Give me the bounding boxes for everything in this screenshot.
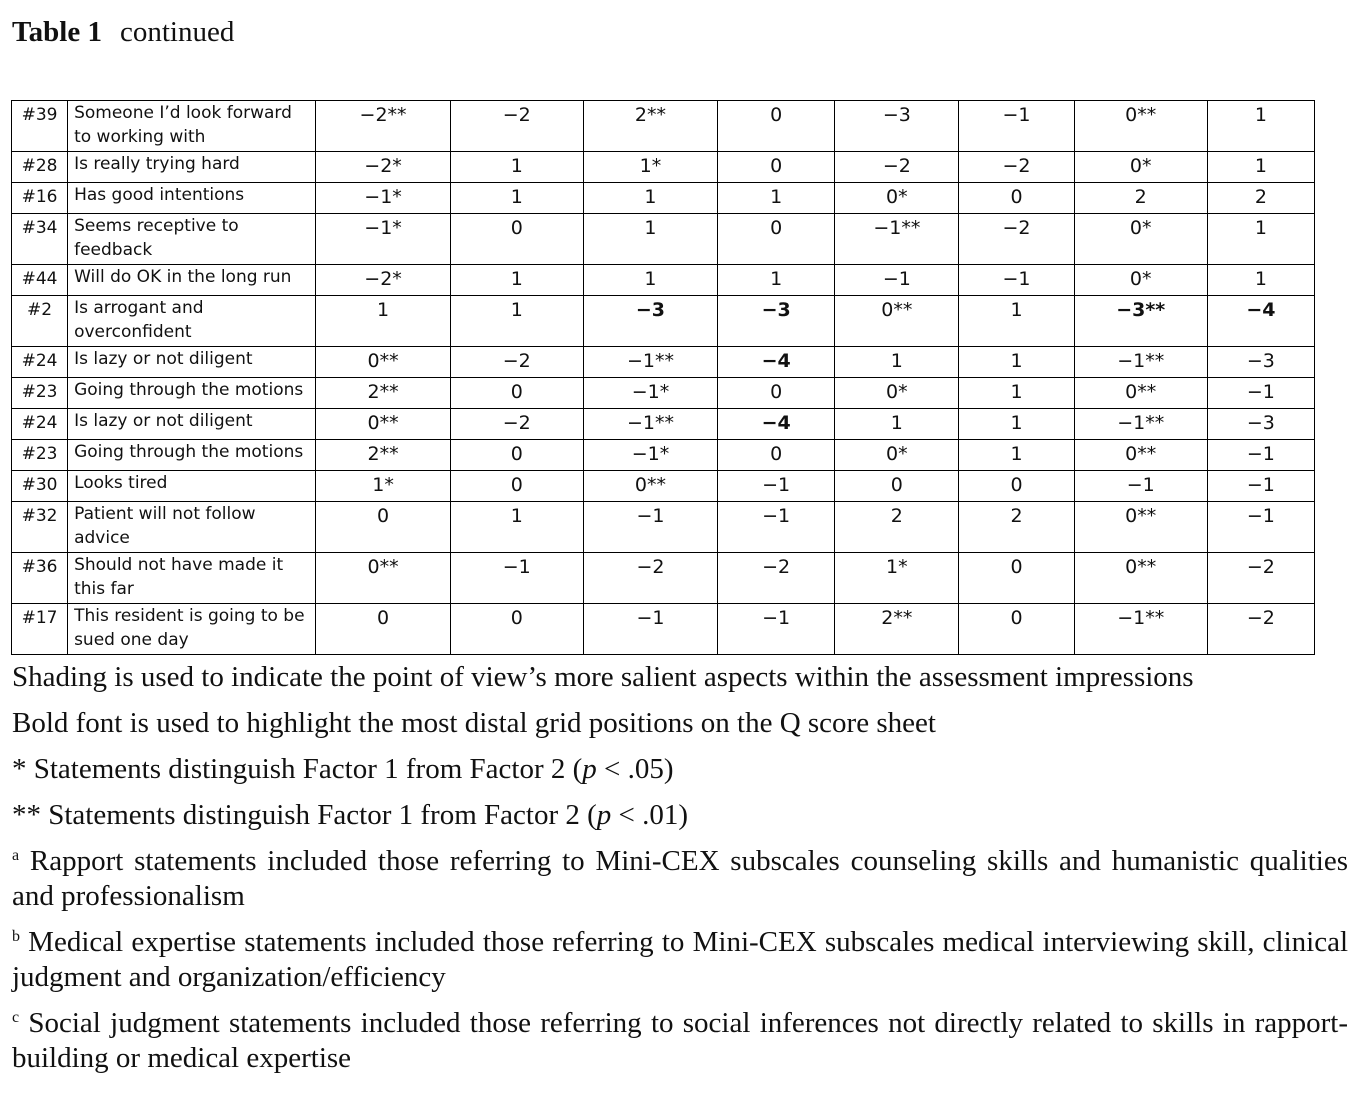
- score-cell: 0*: [835, 378, 959, 409]
- statement-number: #23: [12, 440, 68, 471]
- table-row: [12, 553, 1315, 604]
- score-cell: 1: [959, 440, 1074, 471]
- score-cell: 1: [1207, 101, 1314, 152]
- score-cell: 0**: [1074, 378, 1207, 409]
- score-cell: 2**: [835, 604, 959, 655]
- statement-text: [68, 502, 316, 553]
- score-cell: −1*: [583, 440, 717, 471]
- score-cell: 2**: [316, 378, 450, 409]
- score-cell: −1: [959, 101, 1074, 152]
- score-cell: −1: [450, 553, 583, 604]
- table-row: [12, 183, 1315, 214]
- score-cell: −3: [1207, 347, 1314, 378]
- note-shading: Shading is used to indicate the point of view’s more salient aspects within the assessment impressions: [12, 661, 1194, 693]
- note-marker: b: [12, 928, 20, 945]
- note-text: < .01): [611, 799, 689, 831]
- score-cell: 0: [959, 183, 1074, 214]
- note-single-star: [12, 752, 1348, 787]
- score-cell: 1: [583, 214, 717, 265]
- table-body: [12, 101, 1315, 655]
- score-cell: 1: [835, 409, 959, 440]
- note-marker: a: [12, 847, 20, 864]
- score-cell: −2: [583, 553, 717, 604]
- score-cell: −2*: [316, 265, 450, 296]
- score-cell: −3: [583, 296, 717, 347]
- score-cell: −1: [959, 265, 1074, 296]
- score-cell: −1: [718, 502, 835, 553]
- score-cell: −1*: [316, 214, 450, 265]
- score-cell: 1: [583, 265, 717, 296]
- statement-number: #16: [12, 183, 68, 214]
- statement-line: Going through the motions: [74, 442, 304, 462]
- statement-line: Patient will not follow: [74, 504, 256, 524]
- score-cell: 1: [718, 183, 835, 214]
- score-cell: 1: [450, 152, 583, 183]
- score-cell: 0: [450, 604, 583, 655]
- score-cell: 1: [835, 347, 959, 378]
- table-row: [12, 101, 1315, 152]
- table-row: [12, 152, 1315, 183]
- score-cell: −2: [1207, 553, 1314, 604]
- score-cell: 2: [1207, 183, 1314, 214]
- score-cell: 1*: [835, 553, 959, 604]
- score-cell: 0: [959, 604, 1074, 655]
- statement-number: #36: [12, 553, 68, 604]
- score-cell: −2: [959, 152, 1074, 183]
- score-cell: −4: [1207, 296, 1314, 347]
- score-cell: −1**: [1074, 604, 1207, 655]
- statement-line: this far: [74, 579, 134, 599]
- score-cell: −2: [450, 101, 583, 152]
- statement-number: #24: [12, 409, 68, 440]
- statement-line: Looks tired: [74, 473, 168, 493]
- score-cell: −1: [583, 604, 717, 655]
- note-text: Social judgment statements included those referring to social inferences not directly related to skills in rapport-building or medical expertise: [12, 1007, 1348, 1074]
- score-cell: 0: [835, 471, 959, 502]
- score-cell: −1**: [583, 347, 717, 378]
- note-a: [12, 844, 1348, 914]
- score-cell: 2: [1074, 183, 1207, 214]
- score-cell: −2*: [316, 152, 450, 183]
- score-cell: 1: [1207, 265, 1314, 296]
- score-cell: 0*: [1074, 265, 1207, 296]
- score-cell: −2**: [316, 101, 450, 152]
- score-cell: 0: [450, 440, 583, 471]
- score-cell: 1: [959, 409, 1074, 440]
- score-cell: 1: [718, 265, 835, 296]
- statement-line: Is lazy or not diligent: [74, 411, 253, 431]
- statement-text: [68, 440, 316, 471]
- score-cell: 0: [959, 471, 1074, 502]
- note-text: Statements distinguish Factor 1 from Factor 2 (: [26, 753, 583, 785]
- score-cell: −2: [835, 152, 959, 183]
- score-cell: 0: [450, 378, 583, 409]
- table-row: [12, 604, 1315, 655]
- score-cell: 0: [316, 604, 450, 655]
- score-cell: −2: [959, 214, 1074, 265]
- p-symbol: p: [582, 753, 597, 785]
- score-cell: −1*: [316, 183, 450, 214]
- statement-line: Going through the motions: [74, 380, 304, 400]
- statement-line: Should not have made it: [74, 555, 284, 575]
- score-cell: 0: [718, 101, 835, 152]
- score-cell: 0**: [316, 409, 450, 440]
- table-row: [12, 296, 1315, 347]
- note-text: Rapport statements included those referring to Mini-CEX subscales counseling skills and humanistic qualities and professionalism: [12, 845, 1348, 912]
- note-c: [12, 1006, 1348, 1076]
- table-row: [12, 471, 1315, 502]
- score-cell: −1: [718, 604, 835, 655]
- statement-text: [68, 471, 316, 502]
- statement-number: #17: [12, 604, 68, 655]
- score-cell: −1**: [1074, 347, 1207, 378]
- score-cell: 0: [450, 471, 583, 502]
- score-cell: 0*: [1074, 152, 1207, 183]
- note-double-star: [12, 798, 1348, 833]
- score-cell: −1: [1074, 471, 1207, 502]
- score-cell: 1*: [583, 152, 717, 183]
- score-cell: 0**: [1074, 101, 1207, 152]
- score-cell: 0: [959, 553, 1074, 604]
- table-row: [12, 378, 1315, 409]
- statement-number: #34: [12, 214, 68, 265]
- statement-text: [68, 214, 316, 265]
- score-cell: 1: [450, 502, 583, 553]
- score-cell: −1**: [835, 214, 959, 265]
- note-text: Medical expertise statements included those referring to Mini-CEX subscales medical interviewing skill, clinical judgment and organization/efficiency: [12, 926, 1348, 993]
- score-cell: −1: [835, 265, 959, 296]
- score-cell: 1*: [316, 471, 450, 502]
- statement-text: [68, 152, 316, 183]
- statement-line: Seems receptive to: [74, 216, 239, 236]
- score-cell: −4: [718, 409, 835, 440]
- score-cell: −1**: [583, 409, 717, 440]
- score-cell: 1: [450, 265, 583, 296]
- score-cell: −1: [583, 502, 717, 553]
- score-cell: 0: [718, 440, 835, 471]
- score-cell: 1: [450, 183, 583, 214]
- statement-line: Is arrogant and: [74, 298, 204, 318]
- score-cell: 2: [835, 502, 959, 553]
- p-symbol: p: [596, 799, 612, 831]
- statement-number: #28: [12, 152, 68, 183]
- note-bold-font: Bold font is used to highlight the most distal grid positions on the Q score sheet: [12, 707, 936, 739]
- score-cell: −1: [1207, 502, 1314, 553]
- score-cell: −1: [1207, 440, 1314, 471]
- statement-text: [68, 101, 316, 152]
- note-text: < .05): [596, 753, 674, 785]
- score-cell: 1: [316, 296, 450, 347]
- statement-number: #39: [12, 101, 68, 152]
- score-cell: −1*: [583, 378, 717, 409]
- table-continued-label: continued: [120, 16, 235, 48]
- score-cell: 1: [959, 296, 1074, 347]
- statement-text: [68, 409, 316, 440]
- table-caption: [12, 16, 234, 49]
- table-row: [12, 440, 1315, 471]
- score-cell: 0**: [1074, 553, 1207, 604]
- statement-number: #32: [12, 502, 68, 553]
- statement-text: [68, 347, 316, 378]
- score-cell: 1: [1207, 152, 1314, 183]
- score-cell: 0**: [1074, 502, 1207, 553]
- score-cell: −3**: [1074, 296, 1207, 347]
- score-cell: 0*: [1074, 214, 1207, 265]
- statement-text: [68, 296, 316, 347]
- score-cell: −2: [450, 347, 583, 378]
- score-cell: 0**: [835, 296, 959, 347]
- statement-line: Someone I’d look forward: [74, 103, 292, 123]
- score-cell: 0**: [316, 347, 450, 378]
- note-text: Statements distinguish Factor 1 from Factor 2 (: [41, 799, 597, 831]
- score-cell: 2: [959, 502, 1074, 553]
- score-cell: 0**: [1074, 440, 1207, 471]
- score-cell: −2: [1207, 604, 1314, 655]
- score-cell: 0: [316, 502, 450, 553]
- score-cell: 1: [450, 296, 583, 347]
- table-footnotes: [12, 660, 1348, 1087]
- score-cell: 0: [450, 214, 583, 265]
- statement-line: Is lazy or not diligent: [74, 349, 253, 369]
- score-cell: −3: [718, 296, 835, 347]
- score-cell: 0: [718, 152, 835, 183]
- score-cell: 1: [959, 347, 1074, 378]
- statement-line: sued one day: [74, 630, 189, 650]
- statement-text: [68, 378, 316, 409]
- score-cell: 0: [718, 378, 835, 409]
- statement-line: Is really trying hard: [74, 154, 240, 174]
- score-cell: 0**: [583, 471, 717, 502]
- statement-text: [68, 553, 316, 604]
- table-row: [12, 409, 1315, 440]
- statement-line: Will do OK in the long run: [74, 267, 292, 287]
- score-cell: 0**: [316, 553, 450, 604]
- score-cell: 1: [583, 183, 717, 214]
- statement-line: overconfident: [74, 322, 192, 342]
- table-label: Table 1: [12, 16, 102, 48]
- score-cell: −1: [1207, 378, 1314, 409]
- table-row: [12, 265, 1315, 296]
- score-cell: −2: [450, 409, 583, 440]
- statement-number: #2: [12, 296, 68, 347]
- statement-number: #44: [12, 265, 68, 296]
- score-cell: 0: [718, 214, 835, 265]
- score-cell: −4: [718, 347, 835, 378]
- score-cell: 2**: [583, 101, 717, 152]
- score-cell: 0*: [835, 183, 959, 214]
- statement-line: advice: [74, 528, 130, 548]
- table-row: [12, 502, 1315, 553]
- score-cell: 0*: [835, 440, 959, 471]
- statement-number: #23: [12, 378, 68, 409]
- statement-text: [68, 183, 316, 214]
- score-cell: 1: [959, 378, 1074, 409]
- score-cell: −3: [1207, 409, 1314, 440]
- statement-line: feedback: [74, 240, 153, 260]
- score-cell: −1: [718, 471, 835, 502]
- score-cell: −1: [1207, 471, 1314, 502]
- note-b: [12, 925, 1348, 995]
- score-cell: −1**: [1074, 409, 1207, 440]
- score-cell: 2**: [316, 440, 450, 471]
- statement-line: This resident is going to be: [74, 606, 305, 626]
- statement-number: #24: [12, 347, 68, 378]
- statement-line: Has good intentions: [74, 185, 245, 205]
- q-sort-table: [11, 100, 1315, 655]
- statement-number: #30: [12, 471, 68, 502]
- note-marker: c: [12, 1009, 20, 1026]
- score-cell: −2: [718, 553, 835, 604]
- table-row: [12, 347, 1315, 378]
- statement-line: to working with: [74, 127, 206, 147]
- table-row: [12, 214, 1315, 265]
- statement-text: [68, 265, 316, 296]
- score-cell: 1: [1207, 214, 1314, 265]
- note-marker: **: [12, 799, 41, 831]
- note-marker: *: [12, 753, 27, 785]
- score-cell: −3: [835, 101, 959, 152]
- statement-text: [68, 604, 316, 655]
